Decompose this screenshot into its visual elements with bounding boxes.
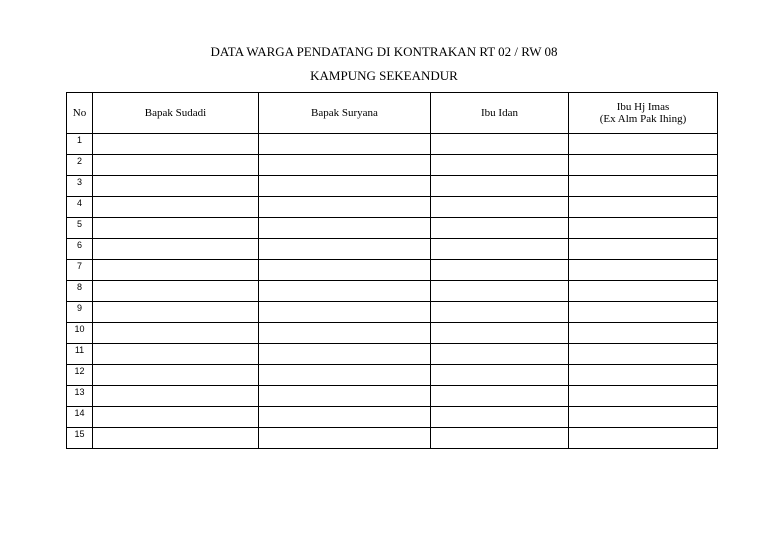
resident-table	[66, 92, 718, 449]
row-number: 7	[67, 260, 93, 281]
table-cell[interactable]	[259, 176, 431, 197]
row-number: 10	[67, 323, 93, 344]
table-cell[interactable]	[431, 218, 569, 239]
table-cell[interactable]	[431, 176, 569, 197]
table-cell[interactable]	[569, 386, 718, 407]
table-cell[interactable]	[569, 302, 718, 323]
table-cell[interactable]	[93, 323, 259, 344]
row-number: 9	[67, 302, 93, 323]
table-cell[interactable]	[431, 344, 569, 365]
document-subtitle: KAMPUNG SEKEANDUR	[310, 68, 458, 83]
table-row	[67, 197, 718, 218]
row-number: 2	[67, 155, 93, 176]
table-cell[interactable]	[569, 407, 718, 428]
table-cell[interactable]	[569, 428, 718, 449]
header-bapak-suryana: Bapak Suryana	[259, 93, 431, 134]
table-row	[67, 260, 718, 281]
table-cell[interactable]	[569, 197, 718, 218]
row-number: 11	[67, 344, 93, 365]
table-cell[interactable]	[259, 281, 431, 302]
header-bapak-sudadi: Bapak Sudadi	[93, 93, 259, 134]
table-cell[interactable]	[569, 176, 718, 197]
table-row	[67, 323, 718, 344]
table-cell[interactable]	[569, 239, 718, 260]
table-cell[interactable]	[93, 365, 259, 386]
table-cell[interactable]	[431, 428, 569, 449]
row-number: 3	[67, 176, 93, 197]
table-cell[interactable]	[259, 239, 431, 260]
table-row	[67, 176, 718, 197]
table-row	[67, 344, 718, 365]
table-cell[interactable]	[569, 218, 718, 239]
table-cell[interactable]	[431, 407, 569, 428]
table-cell[interactable]	[93, 134, 259, 155]
table-cell[interactable]	[569, 344, 718, 365]
table-cell[interactable]	[93, 428, 259, 449]
table-cell[interactable]	[259, 155, 431, 176]
table-cell[interactable]	[93, 218, 259, 239]
table-cell[interactable]	[569, 281, 718, 302]
table-cell[interactable]	[431, 365, 569, 386]
table-row	[67, 239, 718, 260]
table-cell[interactable]	[93, 302, 259, 323]
header-ibu-hj-imas: Ibu Hj Imas (Ex Alm Pak Ihing)	[569, 93, 718, 134]
table-row	[67, 386, 718, 407]
table-cell[interactable]	[431, 386, 569, 407]
row-number: 4	[67, 197, 93, 218]
table-row	[67, 218, 718, 239]
header-no: No	[67, 93, 93, 134]
table-cell[interactable]	[93, 155, 259, 176]
table-body	[67, 134, 718, 449]
table-cell[interactable]	[259, 218, 431, 239]
row-number: 1	[67, 134, 93, 155]
table-cell[interactable]	[93, 197, 259, 218]
table-row	[67, 155, 718, 176]
table-cell[interactable]	[93, 281, 259, 302]
table-cell[interactable]	[431, 260, 569, 281]
row-number: 8	[67, 281, 93, 302]
table-cell[interactable]	[569, 134, 718, 155]
table-cell[interactable]	[569, 365, 718, 386]
table-row	[67, 281, 718, 302]
table-cell[interactable]	[259, 323, 431, 344]
header-ibu-hj-imas-note: (Ex Alm Pak Ihing)	[599, 113, 687, 125]
table-cell[interactable]	[93, 260, 259, 281]
table-cell[interactable]	[431, 302, 569, 323]
table-cell[interactable]	[259, 428, 431, 449]
row-number: 6	[67, 239, 93, 260]
header-ibu-idan: Ibu Idan	[431, 93, 569, 134]
row-number: 5	[67, 218, 93, 239]
table-cell[interactable]	[259, 344, 431, 365]
table-cell[interactable]	[431, 134, 569, 155]
table-cell[interactable]	[431, 155, 569, 176]
table-cell[interactable]	[259, 407, 431, 428]
table-cell[interactable]	[431, 323, 569, 344]
table-cell[interactable]	[259, 134, 431, 155]
table-cell[interactable]	[93, 176, 259, 197]
table-cell[interactable]	[93, 344, 259, 365]
table-cell[interactable]	[569, 155, 718, 176]
table-cell[interactable]	[431, 281, 569, 302]
table-row	[67, 428, 718, 449]
table-header-row	[67, 93, 718, 134]
table-cell[interactable]	[259, 197, 431, 218]
table-cell[interactable]	[569, 323, 718, 344]
row-number: 15	[67, 428, 93, 449]
table-cell[interactable]	[431, 239, 569, 260]
table-cell[interactable]	[569, 260, 718, 281]
document-title: DATA WARGA PENDATANG DI KONTRAKAN RT 02 / RW 08	[210, 44, 558, 59]
table-cell[interactable]	[259, 260, 431, 281]
row-number: 13	[67, 386, 93, 407]
table-cell[interactable]	[93, 386, 259, 407]
row-number: 12	[67, 365, 93, 386]
table-cell[interactable]	[431, 197, 569, 218]
table-cell[interactable]	[93, 239, 259, 260]
table-row	[67, 134, 718, 155]
table-cell[interactable]	[259, 302, 431, 323]
table-cell[interactable]	[259, 365, 431, 386]
table-row	[67, 365, 718, 386]
row-number: 14	[67, 407, 93, 428]
table-cell[interactable]	[259, 386, 431, 407]
table-cell[interactable]	[93, 407, 259, 428]
table-row	[67, 407, 718, 428]
table-row	[67, 302, 718, 323]
